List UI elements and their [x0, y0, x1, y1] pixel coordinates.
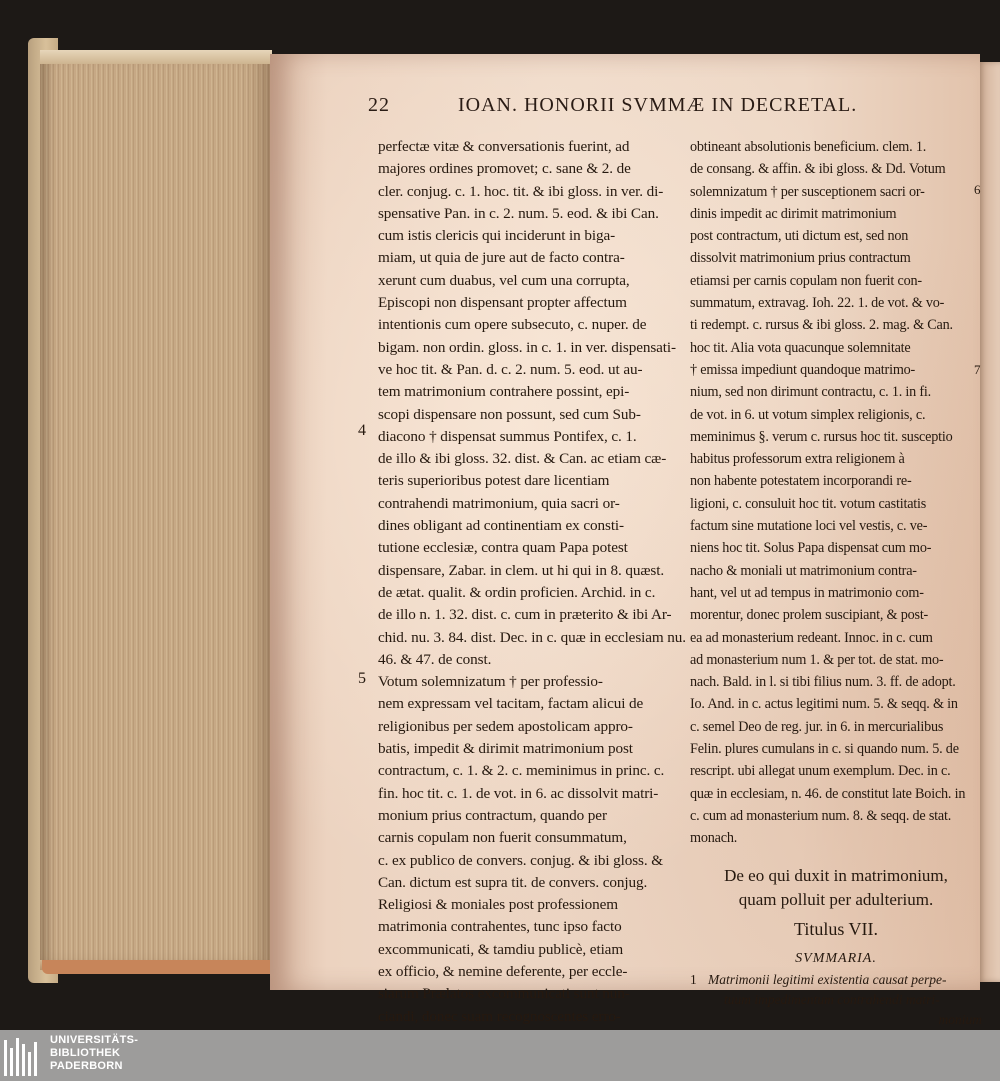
text-line: de vot. in 6. ut votum simplex religionis, c. [690, 406, 926, 423]
text-line: de illo n. 1. 32. dist. c. cum in præterito & ibi Ar- [378, 606, 672, 624]
text-line: Episcopi non dispensant propter affectum [378, 294, 627, 312]
text-line: dissolvit matrimonium prius contractum [690, 250, 911, 267]
text-line: chid. nu. 3. 84. dist. Dec. in c. quæ in ecclesiam nu. [378, 628, 686, 646]
logo-line: UNIVERSITÄTS- [50, 1034, 139, 1046]
summaria-heading: SVMMARIA. [795, 950, 877, 966]
text-line: carnis copulam non fuerit consummatum, [378, 829, 627, 847]
book-spread [22, 30, 1000, 1027]
margin-number: 5 [358, 670, 366, 687]
text-line: ea ad monasterium redeant. Innoc. in c. cum [690, 629, 933, 646]
text-line: ligioni, c. consuluit hoc tit. votum castitatis [690, 495, 927, 512]
summaria-item [690, 970, 982, 1030]
text-line: morentur, donec prolem suscipiant, & post- [690, 607, 929, 624]
text-line: quam polluit per adulterium. [738, 889, 934, 909]
text-line: summatum, extravag. Ioh. 22. 1. de vot. & vo- [690, 295, 945, 312]
right-text-column [690, 136, 982, 1030]
text-line: cler. conjug. c. 1. hoc. tit. & ibi gloss. in ver. di- [378, 182, 664, 200]
summaria-line: monium [938, 1011, 982, 1027]
text-line: xerunt cum duabus, vel cum una corrupta, [378, 271, 630, 289]
text-line: habitus professorum extra religionem à [690, 451, 905, 468]
margin-number: 4 [358, 422, 366, 439]
text-line: etiamsi per carnis copulam non fuerit con- [690, 272, 922, 289]
text-line: De eo qui duxit in matrimonium, [724, 865, 948, 885]
text-line: dines obligant ad continentiam ex consti- [378, 517, 625, 535]
text-line: 46. & 47. de const. [378, 650, 492, 668]
text-line: ve hoc tit. & Pan. d. c. 2. num. 5. eod. ut au- [378, 360, 643, 378]
text-line: tem matrimonium contrahere possint, epi- [378, 383, 630, 401]
text-line: obtineant absolutionis beneficium. clem. 1. [690, 139, 927, 155]
text-line: ti redempt. c. rursus & ibi gloss. 2. mag. & Can. [690, 317, 953, 334]
text-line: nem expressam vel tacitam, factam alicui de [378, 695, 644, 713]
text-line: nium, sed non dirimunt contractu, c. 1. in fi. [690, 384, 932, 401]
text-line: rescript. ubi allegat unum exemplum. Dec. in c. [690, 763, 951, 780]
margin-number: 7 [974, 362, 981, 377]
text-line: monach. [690, 830, 738, 847]
text-line: dinis impedit ac dirimit matrimonium [690, 205, 897, 222]
text-line: contractum, c. 1. & 2. c. meminimus in princ. c. [378, 762, 665, 780]
text-line: niens hoc tit. Solus Papa dispensat cum mo- [690, 540, 932, 557]
text-line: miam, ut quia de jure aut de facto contra- [378, 249, 625, 267]
text-line: teris superioribus potest dare licentiam [378, 472, 610, 490]
text-line: c. ex publico de convers. conjug. & ibi gloss. & [378, 851, 663, 869]
text-line: fin. hoc tit. c. 1. de vot. in 6. ac dissolvit matri- [378, 784, 659, 802]
library-logo-icon [2, 1034, 42, 1078]
text-line: perfectæ vitæ & conversationis fuerint, ad [378, 138, 630, 155]
running-title: IOAN. HONORII SVMMÆ IN DECRETAL. [458, 94, 858, 116]
book-page [270, 54, 982, 1027]
right-paragraph [690, 136, 982, 850]
summaria-line: tuum impedimentum contrahendi matri- [724, 991, 940, 1007]
text-line: intentionis cum opere subsecuto, c. nuper. de [378, 316, 647, 334]
text-line: meminimus §. verum c. rursus hoc tit. susceptio [690, 428, 953, 445]
text-line: bigam. non ordin. gloss. in c. 1. in ver. dispensati- [378, 338, 676, 356]
text-line: scopi dispensare non possunt, sed cum Sub- [378, 405, 641, 423]
text-line: non habente potestatem incorporandi re- [690, 473, 912, 490]
book-bottom-edge [42, 960, 272, 974]
text-line: Felin. plures cumulans in c. si quando num. 5. de [690, 741, 959, 758]
text-line: ex officio, & nemine deferente, per eccle- [378, 962, 628, 980]
text-line: nacho & moniali ut matrimonium contra- [690, 562, 917, 579]
text-line: de illo & ibi gloss. 32. dist. & Can. ac etiam cæ- [378, 450, 667, 468]
text-line: de ætat. qualit. & ordin proficien. Archid. in c. [378, 583, 656, 601]
page-number: 22 [368, 94, 390, 116]
margin-number: 6 [974, 182, 981, 197]
text-line: Can. dictum est supra tit. de convers. conjug. [378, 873, 648, 891]
text-line: solemnizatum † per susceptionem sacri or- [690, 183, 925, 200]
text-line: hoc tit. Alia vota quacunque solemnitate [690, 339, 911, 356]
text-line: siarum Prælatos excommunicati sunt nun- [378, 985, 630, 1003]
text-line: cum istis clericis qui inciderunt in biga- [378, 227, 616, 245]
text-line: hant, vel ut ad tempus in matrimonio com- [690, 584, 924, 601]
text-line: Io. And. in c. actus legitimi num. 5. & seqq. & in [690, 696, 958, 713]
library-logo-text [50, 1034, 138, 1073]
summaria-item-number: 1 [690, 971, 697, 987]
text-line: c. cum ad monasterium num. 8. & seqq. de stat. [690, 807, 952, 824]
text-line: post contractum, uti dictum est, sed non [690, 228, 909, 245]
text-line: excommunicati, & tamdiu publicè, etiam [378, 940, 624, 958]
text-line: monium prius contractum, quando per [378, 806, 607, 824]
text-line: quæ in ecclesiam, n. 46. de constitut late Boich. in [690, 785, 966, 802]
titulus-heading: Titulus VII. [793, 918, 879, 939]
text-line: dispensare, Zabar. in clem. ut hi qui in 8. quæst. [378, 561, 665, 579]
summaria-line: Matrimonii legitimi existentia causat perpe- [708, 971, 947, 987]
left-text-column [378, 136, 686, 1050]
text-line: de consang. & affin. & ibi gloss. & Dd. Votum [690, 161, 946, 178]
text-line: matrimonia contrahentes, tunc ipso facto [378, 918, 622, 936]
text-line: Religiosi & moniales post professionem [378, 896, 619, 914]
text-line: batis, impedit & dirimit matrimonium post [378, 740, 633, 758]
text-line: nach. Bald. in l. si tibi filius num. 3. ff. de adopt. [690, 674, 956, 691]
text-line: c. semel Deo de reg. jur. in 6. in mercurialibus [690, 718, 944, 735]
text-line: † emissa impediunt quandoque matrimo- [690, 361, 916, 378]
page-stack-edge [40, 50, 272, 970]
text-line: Votum solemnizatum † per professio- [378, 673, 603, 691]
text-line: ad monasterium num 1. & per tot. de stat. mo- [690, 651, 944, 668]
text-line: religionibus per sedem apostolicam appro- [378, 717, 633, 735]
logo-line: PADERBORN [50, 1060, 123, 1072]
text-line: contrahendi matrimonium, quia sacri or- [378, 494, 620, 512]
text-line: diacono † dispensat summus Pontifex, c. 1. [378, 427, 637, 445]
text-line: ciandi, donec suam recognoscentes erro- [378, 1007, 621, 1025]
logo-line: BIBLIOTHEK [50, 1047, 121, 1059]
section-title [690, 864, 982, 912]
text-line: tutione ecclesiæ, contra quam Papa potest [378, 539, 628, 557]
library-footer-bar [0, 1030, 1000, 1081]
text-line: spensative Pan. in c. 2. num. 5. eod. & ibi Can. [378, 204, 659, 222]
text-line: majores ordines promovet; c. sane & 2. de [378, 160, 631, 178]
text-line: factum sine mutatione loci vel vestis, c. ve- [690, 518, 928, 535]
